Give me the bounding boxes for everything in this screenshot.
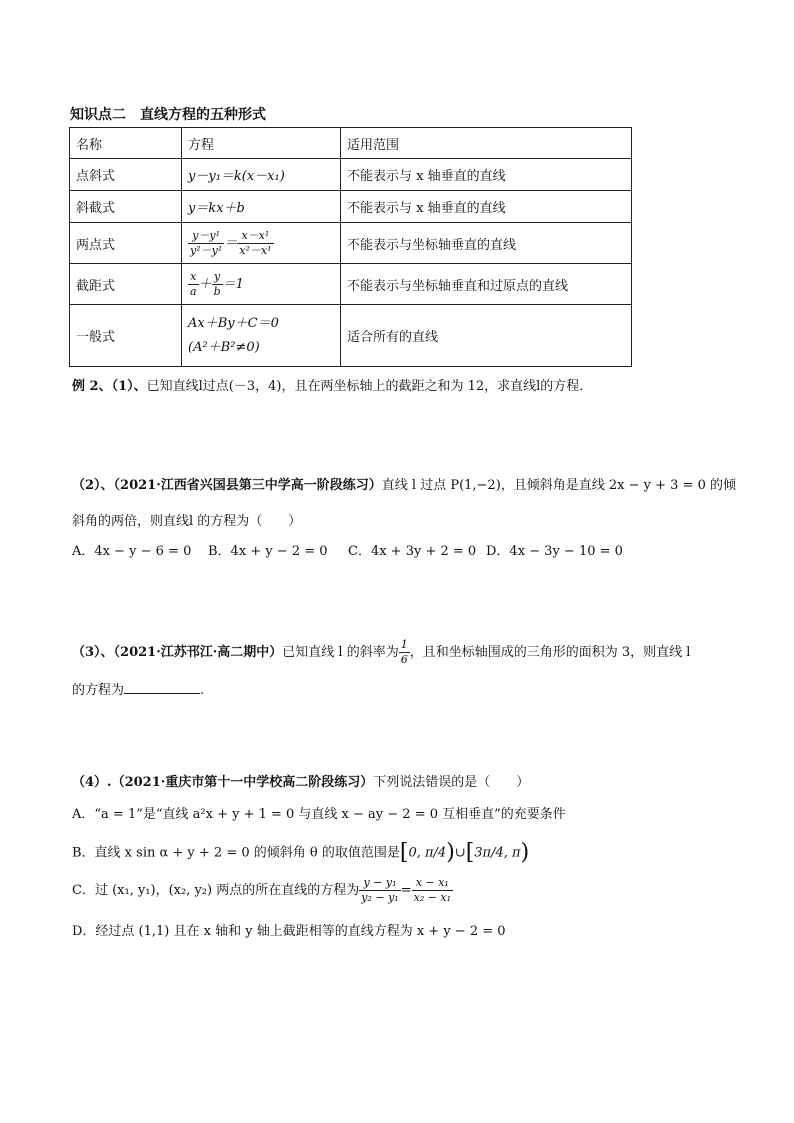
line-equation-table	[69, 127, 632, 367]
example-question-3-cont: 的方程为 .	[72, 680, 204, 700]
table-header-row	[70, 128, 632, 159]
fraction: $\frac{x}{a}$	[190, 269, 197, 298]
row-name: 一般式	[70, 305, 182, 367]
q2-option-c: C．4x + 3y + 2 = 0	[348, 544, 477, 559]
q4-option-d: D．经过点 (1,1) 且在 x 轴和 y 轴上截距相等的直线方程为 x + y − 2 = 0	[72, 924, 506, 939]
row-name: 点斜式	[70, 159, 182, 191]
row-scope: 不能表示与坐标轴垂直的直线	[341, 223, 632, 264]
q4-option-b: B．直线 x sin α + y + 2 = 0 的倾斜角 θ 的取值范围是[0, π/4)∪[3π/4, π)	[72, 840, 530, 865]
section-title: 知识点二 直线方程的五种形式	[70, 107, 266, 123]
fraction: $\frac{\text{x − x₁}}{\text{x₂ − x₁}}$	[413, 876, 452, 904]
q4-option-c: C．过 (x₁, y₁)，(x₂, y₂) 两点的所在直线的方程为 $\frac{\text{y − y₁}}{\text{y₂ − y₁}}$ = $\frac{\text{x − x₁}}{\text{x₂ − x₁}}$	[72, 876, 452, 904]
example-question-1: 例 2、（1）、已知直线l过点(－3，4)，且在两坐标轴上的截距之和为 12，求直线l的方程．	[72, 379, 593, 394]
q4-option-a: A．“a = 1”是“直线 a²x + y + 1 = 0 与直线 x − ay − 2 = 0 互相垂直”的充要条件	[72, 807, 566, 822]
row-name: 两点式	[70, 223, 182, 264]
header-name: 名称	[70, 128, 182, 159]
answer-blank	[124, 680, 200, 694]
fraction: $\frac{y}{b}$	[213, 269, 221, 298]
row-scope: 不能表示与坐标轴垂直和过原点的直线	[341, 264, 632, 305]
table-row	[70, 191, 632, 223]
table-row	[70, 264, 632, 305]
q2-option-a: A．4x − y − 6 = 0	[72, 544, 192, 559]
example-question-4: （4）.（2021·重庆市第十一中学校高二阶段练习）下列说法错误的是（ ）	[72, 775, 530, 790]
example-question-2: （2）、（2021·江西省兴国县第三中学高一阶段练习）直线 l 过点 P(1,−2)，且倾斜角是直线 2x − y + 3 = 0 的倾	[72, 478, 737, 493]
table-row	[70, 223, 632, 264]
q2-option-d: D．4x − 3y − 10 = 0	[486, 544, 623, 559]
row-scope: 不能表示与 x 轴垂直的直线	[341, 191, 632, 223]
row-equation: $\frac{\text{y－y¹}}{\text{y²－y¹}}$ ＝ $\frac{\text{x－x¹}}{\text{x²－x¹}}$	[182, 223, 341, 264]
header-scope: 适用范围	[341, 128, 632, 159]
fraction: $\frac{\text{y − y₁}}{\text{y₂ − y₁}}$	[361, 876, 399, 904]
header-equation: 方程	[182, 128, 341, 159]
fraction: $\frac{\text{y－y¹}}{\text{y²－y¹}}$	[190, 228, 223, 257]
example-question-2-cont: 斜角的两倍，则直线l 的方程为（ ）	[72, 514, 302, 529]
fraction: $\frac{1}{6}$	[400, 638, 408, 666]
example-question-3: （3）、（2021·江苏邗江·高二期中）已知直线 l 的斜率为 $\frac{1}{6}$ ，且和坐标轴围成的三角形的面积为 3，则直线 l	[72, 638, 691, 666]
table-row	[70, 305, 632, 367]
row-name: 斜截式	[70, 191, 182, 223]
row-equation: Ax＋By＋C＝0 (A²＋B²≠0)	[182, 305, 341, 367]
q2-option-b: B．4x + y − 2 = 0	[208, 544, 328, 559]
row-equation: $\frac{x}{a}$ ＋ $\frac{y}{b}$ ＝1	[182, 264, 341, 305]
row-equation: y－y₁＝k(x－x₁)	[182, 159, 341, 191]
row-scope: 适合所有的直线	[341, 305, 632, 367]
fraction: $\frac{\text{x－x¹}}{\text{x²－x¹}}$	[239, 228, 272, 257]
table-row	[70, 159, 632, 191]
row-equation: y＝kx＋b	[182, 191, 341, 223]
row-scope: 不能表示与 x 轴垂直的直线	[341, 159, 632, 191]
row-name: 截距式	[70, 264, 182, 305]
